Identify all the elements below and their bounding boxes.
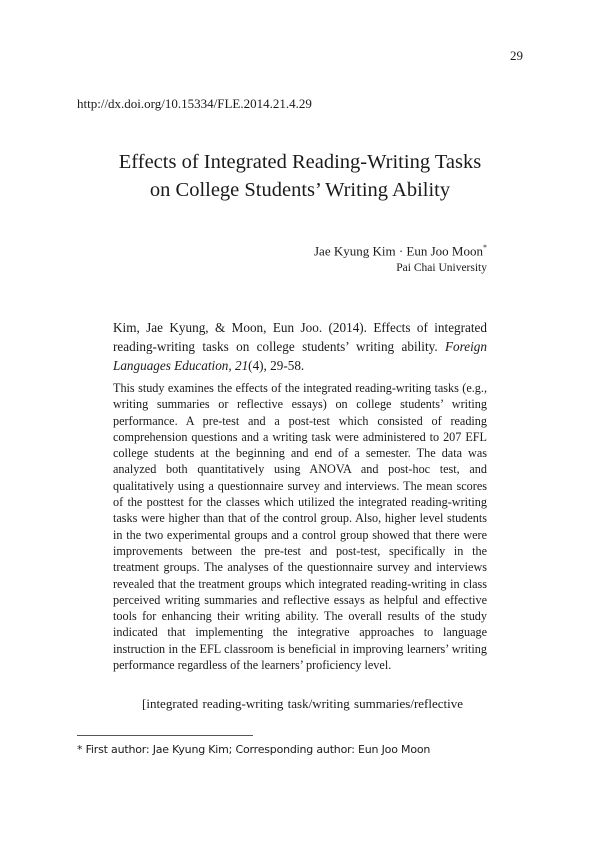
- citation-journal: Foreign Languages Education, 21: [113, 339, 487, 373]
- title-line-1: Effects of Integrated Reading-Writing Tasks: [118, 151, 482, 173]
- author-names-text: Jae Kyung Kim · Eun Joo Moon: [314, 243, 483, 259]
- title-line-2: on College Students’ Writing Ability: [149, 179, 451, 201]
- author-footnote-marker: *: [483, 243, 487, 252]
- citation-issue: (4), 29-58.: [248, 358, 305, 373]
- abstract: This study examines the effects of the integrated reading-writing tasks (e.g., writing summaries or reflective essays) on college students’ writing performance. A pre-test and a post-test which consisted of reading comprehension questions and a writing task were administered to 207 EFL college students at the beginning and end of a semester. The data was analyzed both quantitatively using ANOVA and post-hoc test, and qualitatively using a questionnaire survey and interviews. The mean scores of the posttest for the classes which utilized the integrated reading-writing tasks were higher than that of the control group. Also, higher level students in the two experimental groups and a control group showed that there were improvements between the pre-test and post-test, specifically in the treatment groups. The analyses of the questionnaire survey and interviews revealed that the treatment groups which integrated reading-writing in class perceived writing summaries and reflective essays as helpful and effective tools for enhancing their writing ability. The overall results of the study indicated that implementing the integrative approaches to language instruction in the EFL classroom is beneficial in improving learners’ writing performance regardless of the learners’ proficiency level.: [113, 381, 487, 673]
- footnote: * First author: Jae Kyung Kim; Corresponding author: Eun Joo Moon: [77, 743, 431, 756]
- author-affiliation: Pai Chai University: [396, 262, 487, 274]
- paper-title: [60, 148, 540, 204]
- doi-link[interactable]: http://dx.doi.org/10.15334/FLE.2014.21.4.29: [77, 96, 312, 111]
- page-number: 29: [510, 48, 523, 63]
- author-names: [314, 243, 487, 259]
- citation-text: Kim, Jae Kyung, & Moon, Eun Joo. (2014). Effects of integrated reading-writing tasks on college students’ writing ability.: [113, 320, 487, 354]
- citation: [113, 318, 487, 375]
- footnote-divider: [77, 735, 253, 736]
- keywords: [integrated reading-writing task/writing summaries/reflective: [142, 696, 464, 711]
